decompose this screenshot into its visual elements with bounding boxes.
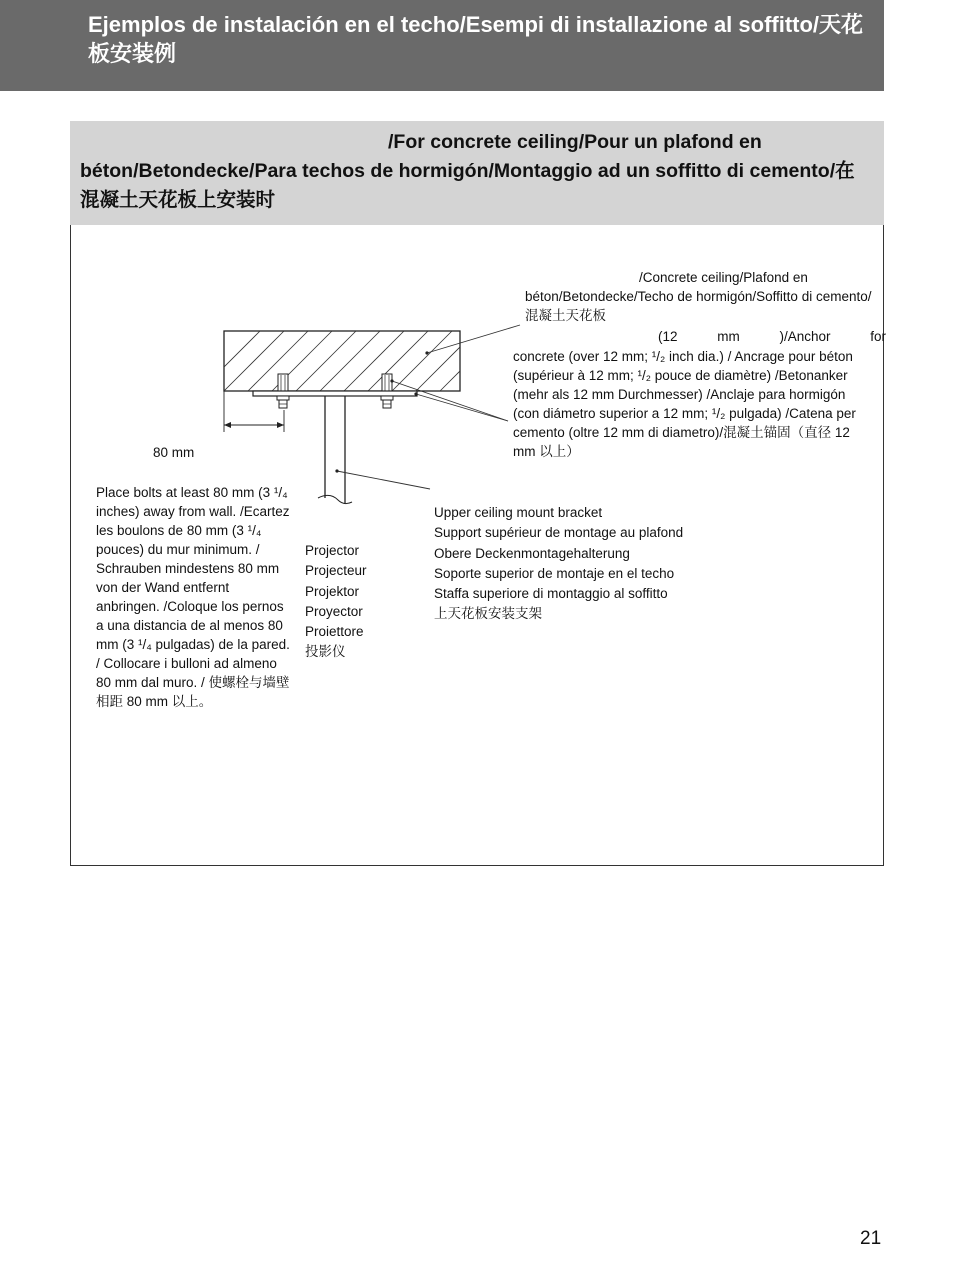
nut-right — [381, 396, 393, 400]
mount-plate — [253, 391, 417, 396]
bolts-note: Place bolts at least 80 mm (3 ¹/₄ inches) away from wall. /Ecartez les boulons de 80 mm (3 ¹/₄ pouces) du mur minimum. / Schrauben mindestens 80 mm von der Wand entfernt anbringen. /Coloque los pernos a una distancia de al menos 80 mm (3 ¹/₄ pulgadas) de la pared. / Collocare i bulloni ad almeno 80 mm dal muro. / 使螺栓与墙壁相距 80 mm 以上。 — [96, 485, 290, 709]
anchor-right — [382, 374, 392, 392]
nut-left — [277, 396, 289, 400]
anchor-left — [278, 374, 288, 392]
anchor-label: concrete (over 12 mm; ¹/₂ inch dia.) / Ancrage pour béton (supérieur à 12 mm; ¹/₂ pouce de diamètre) /Betonanker (mehr als 12 mm Durchmesser) /Anclaje para hormigón (con diámetro superior a 12 mm; ¹/₂ pulgada) /Catena per cemento (oltre 12 mm di diametro)/混凝土锚固（直径 12 mm 以上） — [513, 349, 856, 459]
anchor-label-head: (12 mm )/Anchor for — [658, 329, 887, 344]
page-number: 21 — [860, 1228, 882, 1249]
projector-label: Projector Projecteur Projektor Proyector Proiettore 投影仪 — [305, 543, 367, 660]
section-title: /For concrete ceiling/Pour un plafond en béton/Betondecke/Para techos de hormigón/Montaggio ad un soffitto di cemento/在混凝土天花板上安装时 — [80, 131, 855, 211]
concrete-ceiling-label: /Concrete ceiling/Plafond en béton/Betondecke/Techo de hormigón/Soffitto di cemento/混凝土天花板 — [525, 270, 872, 323]
page-title: Ejemplos de instalación en el techo/Esempi di installazione al soffitto/天花板安装例 — [88, 12, 864, 66]
bracket-label: Upper ceiling mount bracket Support supérieur de montage au plafond Obere Deckenmontagehalterung Soporte superior de montaje en el techo Staffa superiore di montaggio al soffitto 上天花板安装支架 — [434, 505, 684, 622]
leader-bracket — [337, 471, 430, 489]
distance-label: 80 mm — [153, 445, 195, 460]
